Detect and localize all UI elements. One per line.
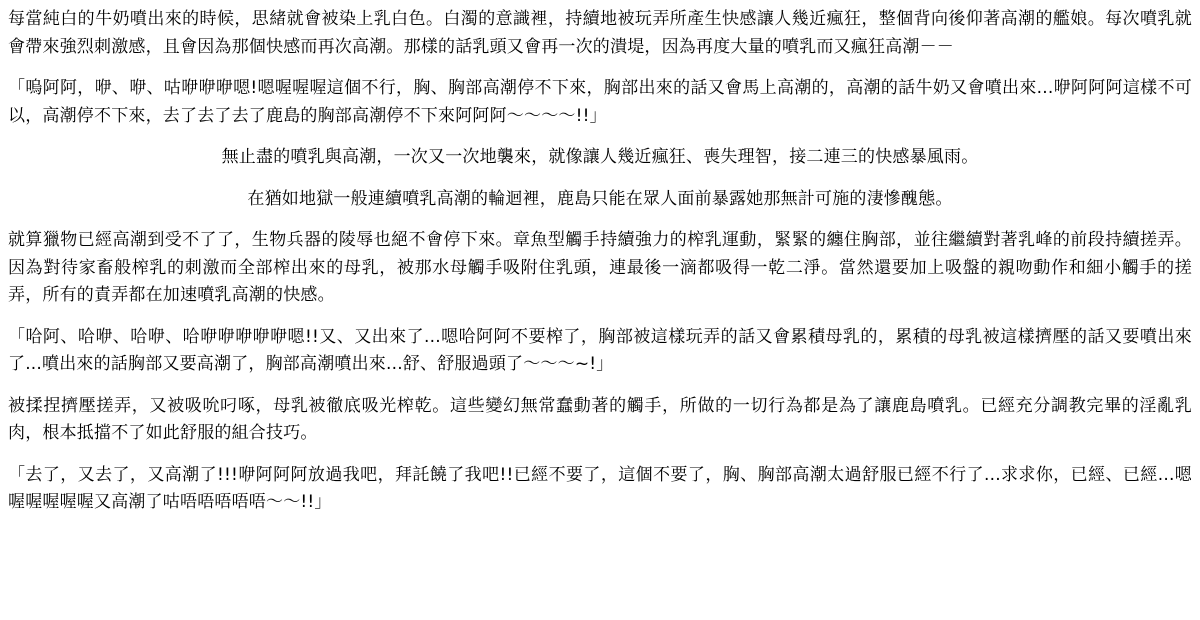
paragraph-5: 就算獵物已經高潮到受不了了，生物兵器的陵辱也絕不會停下來。章魚型觸手持續強力的榨乳運動，緊緊的纏住胸部，並往繼續對著乳峰的前段持續搓弄。因為對待家畜般榨乳的刺激而全部榨出來的母乳，被那水母觸手吸附住乳頭，連最後一滴都吸得一乾二淨。當然還要加上吸盤的親吻動作和細小觸手的搓弄，所有的責弄都在加速噴乳高潮的快感。 bbox=[8, 230, 1192, 306]
paragraph-8: 「去了，又去了，又高潮了!!!咿阿阿阿放過我吧，拜託饒了我吧!!已經不要了，這個不要了，胸、胸部高潮太過舒服已經不行了...求求你，已經、已經...嗯喔喔喔喔喔又高潮了咕唔唔唔唔唔～～!!」 bbox=[8, 464, 1192, 513]
paragraph-2: 「嗚阿阿，咿、咿、咕咿咿咿嗯!嗯喔喔喔這個不行，胸、胸部高潮停不下來，胸部出來的話又會馬上高潮的，高潮的話牛奶又會噴出來...咿阿阿阿這樣不可以，高潮停不下來，去了去了去了鹿島的胸部高潮停不下來阿阿阿～～～～!!」 bbox=[8, 78, 1192, 126]
paragraph-3: 無止盡的噴乳與高潮，一次又一次地襲來，就像讓人幾近瘋狂、喪失理智，接二連三的快感暴風雨。 bbox=[221, 147, 979, 168]
paragraph-4: 在猶如地獄一般連續噴乳高潮的輪迴裡，鹿島只能在眾人面前暴露她那無計可施的淒慘醜態。 bbox=[247, 188, 953, 209]
paragraph-7: 被揉捏擠壓搓弄，又被吸吮叼啄，母乳被徹底吸光榨乾。這些變幻無常蠢動著的觸手，所做的一切行為都是為了讓鹿島噴乳。已經充分調教完畢的淫亂乳肉，根本抵擋不了如此舒服的組合技巧。 bbox=[8, 395, 1192, 444]
paragraph-1: 每當純白的牛奶噴出來的時候，思緒就會被染上乳白色。白濁的意識裡，持續地被玩弄所產生快感讓人幾近瘋狂，整個背向後仰著高潮的艦娘。每次噴乳就會帶來強烈刺激感，且會因為那個快感而再次高潮。那樣的話乳頭又會再一次的潰堤，因為再度大量的噴乳而又瘋狂高潮－－ bbox=[8, 9, 1192, 57]
paragraph-6: 「哈阿、哈咿、哈咿、哈咿咿咿咿咿嗯!!又、又出來了...嗯哈阿阿不要榨了，胸部被這樣玩弄的話又會累積母乳的，累積的母乳被這樣擠壓的話又要噴出來了...噴出來的話胸部又要高潮了，胸部高潮噴出來...舒、舒服過頭了～～～~!」 bbox=[8, 326, 1192, 375]
